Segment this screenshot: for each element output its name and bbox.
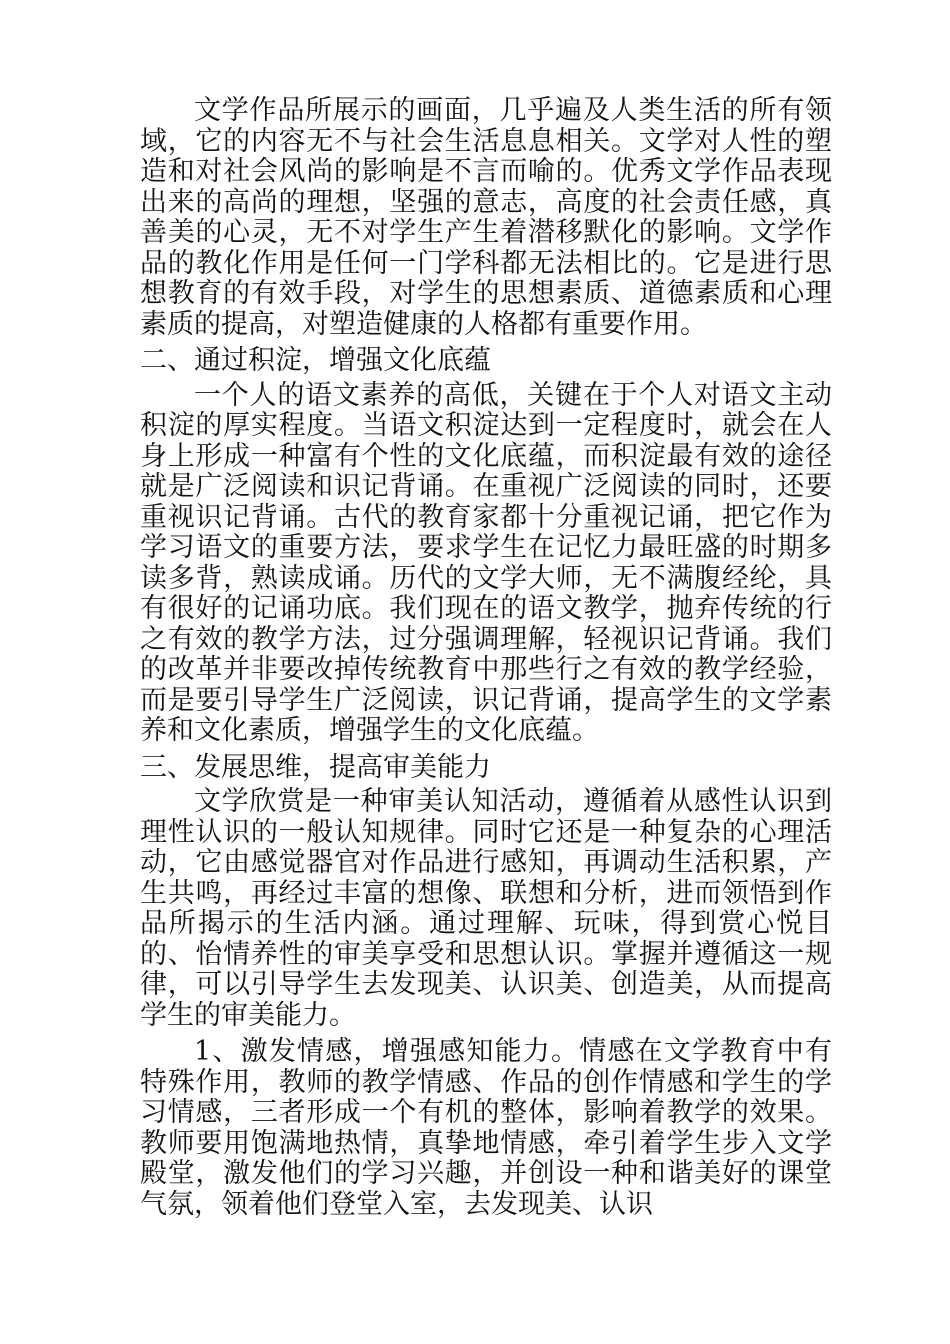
section-heading-three: 三、发展思维，提高审美能力: [140, 751, 491, 783]
paragraph-stimulate-emotion: 1、激发情感，增强感知能力。情感在文学教育中有特殊作用，教师的教学情感、作品的创作情感和学生的学习情感，三者形成一个有机的整体，影响着教学的效果。教师要用饱满地热情，真挚地情感，牵引着学生步入文学殿堂，激发他们的学习兴趣，并创设一种和谐美好的课堂气氛，领着他们登堂入室，去发现美、认识: [140, 1036, 832, 1220]
document-page: [140, 96, 832, 1220]
section-heading-two: 二、通过积淀，增强文化底蕴: [140, 345, 491, 376]
paragraph-aesthetic-appreciation: 文学欣赏是一种审美认知活动，遵循着从感性认识到理性认识的一般认知规律。同时它还是一种复杂的心理活动，它由感觉器官对作品进行感知，再调动生活积累，产生共鸣，再经过丰富的想像、联想和分析，进而领悟到作品所揭示的生活内涵。通过理解、玩味，得到赏心悦目的、怡情养性的审美享受和思想认识。掌握并遵循这一规律，可以引导学生去发现美、认识美、创造美，从而提高学生的审美能力。: [140, 786, 832, 1031]
paragraph-accumulation: 一个人的语文素养的高低，关键在于个人对语文主动积淀的厚实程度。当语文积淀达到一定程度时，就会在人身上形成一种富有个性的文化底蕴，而积淀最有效的途径就是广泛阅读和识记背诵。在重视广泛阅读的同时，还要重视识记背诵。古代的教育家都十分重视记诵，把它作为学习语文的重要方法，要求学生在记忆力最旺盛的时期多读多背，熟读成诵。历代的文学大师，无不满腹经纶，具有很好的记诵功底。我们现在的语文教学，抛弃传统的行之有效的教学方法，过分强调理解，轻视识记背诵。我们的改革并非要改掉传统教育中那些行之有效的教学经验，而是要引导学生广泛阅读，识记背诵，提高学生的文学素养和文化素质，增强学生的文化底蕴。: [140, 379, 832, 746]
paragraph-literature-scope: 文学作品所展示的画面，几乎遍及人类生活的所有领域，它的内容无不与社会生活息息相关。文学对人性的塑造和对社会风尚的影响是不言而喻的。优秀文学作品表现出来的高尚的理想，坚强的意志，高度的社会责任感，真善美的心灵，无不对学生产生着潜移默化的影响。文学作品的教化作用是任何一门学科都无法相比的。它是进行思想教育的有效手段，对学生的思想素质、道德素质和心理素质的提高，对塑造健康的人格都有重要作用。: [140, 95, 832, 340]
